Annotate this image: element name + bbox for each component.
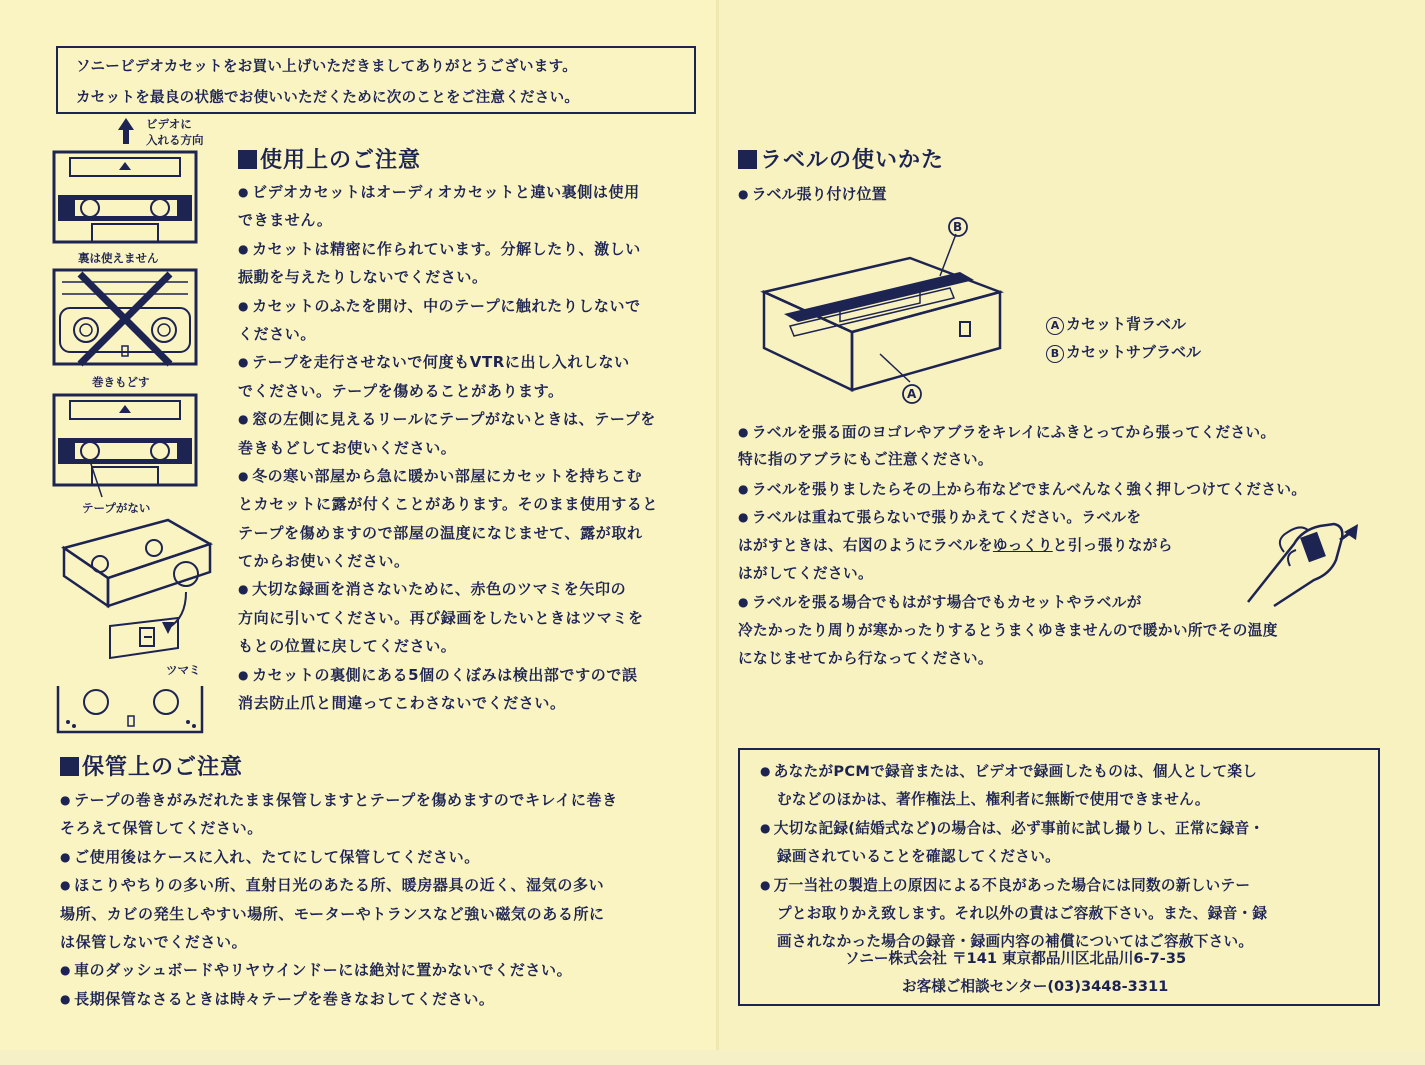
storage-line: ● 車のダッシュボードやリヤウインドーには絶対に置かないでください。 [60,956,618,984]
storage-line: 場所、カビの発生しやすい場所、モーターやトランスなど強い磁気のある所に [60,904,605,923]
label-line-part: と引っ張りながら [1052,536,1173,554]
customer-center: お客様ご相談センター(03)3448-3311 [902,978,1169,995]
usage-line: ● ビデオカセットはオーディオカセットと違い裏側は使用 [238,178,658,206]
label-subheading: ● ラベル張り付け位置 [738,183,887,204]
storage-line: ● テープの巻きがみだれたまま保管しますとテープを傷めますのでキレイに巻き [60,786,618,814]
marker-a-circle: A [1046,317,1064,335]
insert-direction-arrow-icon [116,118,136,148]
marker-b-circle: B [1046,345,1064,363]
rewind-label: 巻きもどす [92,375,150,389]
usage-line: てからお使いください。 [238,552,410,571]
storage-line: は保管しないでください。 [60,932,248,951]
storage-heading [60,750,243,781]
usage-line: 巻きもどしてお使いください。 [238,438,457,457]
cassette-rewind-illustration [52,393,200,489]
usage-line: ● カセットは精密に作られています。分解したり、激しい [238,235,658,263]
square-bullet-icon [738,150,757,169]
bottom-edge [0,1050,1425,1065]
intro-box [56,46,696,114]
cassette-front-illustration [52,150,200,246]
label-position-illustration [760,218,1010,408]
label-line: はがしてください。 [738,564,873,582]
label-line: 冷たかったり周りが寒かったりするとうまくゆきませんので暖かい所でその温度 [738,621,1278,639]
storage-line: そろえて保管してください。 [60,819,263,838]
label-line: 特に指のアブラにもご注意ください。 [738,451,993,469]
storage-text [60,786,618,1013]
no-tape-label: テープがない [82,501,151,515]
label-line-part: はがすときは、右図のようにラベルを [738,536,993,554]
usage-line: ● カセットのふたを開け、中のテープに触れたりしないで [238,292,658,320]
company-address: ソニー株式会社 〒141 東京都品川区北品川6-7-35 [845,950,1187,967]
usage-line: ● 冬の寒い部屋から急に暖かい部屋にカセットを持ちこむ [238,462,658,490]
usage-line: テープを傷めますので部屋の温度になじませて、露が取れ [238,523,643,542]
label-line [738,532,1306,560]
usage-text [238,178,658,717]
label-line: ● ラベルは重ねて張らないで張りかえてください。ラベルを [738,503,1306,531]
legend-a-text: カセット背ラベル [1066,315,1187,333]
usage-line: できません。 [238,211,333,230]
usage-line: ● 大切な録画を消さないために、赤色のツマミを矢印の [238,575,658,603]
usage-line: とカセットに露が付くことがあります。そのまま使用すると [238,495,659,514]
usage-heading [238,143,421,174]
slowly-underlined: ゆっくり [992,536,1053,554]
square-bullet-icon [238,150,257,169]
notice-line: ● あなたがPCMで録音または、ビデオで録画したものは、個人として楽し [760,758,1267,786]
label-title: ラベルの使いかた [760,148,945,173]
page-fold [716,0,719,1065]
insert-direction-label-2: 入れる方向 [146,133,204,147]
storage-line: ● ご使用後はケースに入れ、たてにして保管してください。 [60,843,618,871]
label-heading [738,143,944,174]
label-text [738,418,1306,674]
usage-line: 振動を与えたりしないでください。 [238,268,488,287]
usage-line: でください。テープを傷めることがあります。 [238,381,564,400]
notice-line: ● 万一当社の製造上の原因による不良があった場合には同数の新しいテー [760,872,1267,900]
usage-line: ● テープを走行させないで何度もVTRに出し入れしない [238,348,658,376]
insert-direction-label-1: ビデオに [146,117,192,131]
storage-line: ● ほこりやちりの多い所、直射日光のあたる所、暖房器具の近く、湿気の多い [60,871,618,899]
legend-b-text: カセットサブラベル [1066,343,1202,361]
usage-line: ● 窓の左側に見えるリールにテープがないときは、テープを [238,405,658,433]
legend-a [1046,313,1186,335]
label-line: ● ラベルを張る場合でもはがす場合でもカセットやラベルが [738,588,1306,616]
usage-line: もとの位置に戻してください。 [238,637,457,656]
tab-label: ツマミ [166,663,201,677]
storage-title: 保管上のご注意 [82,755,244,780]
notice-line: ● 大切な記録(結婚式など)の場合は、必ず事前に試し撮りし、正常に録音・ [760,815,1267,843]
legend-b [1046,341,1201,363]
label-line: ● ラベルを張りましたらその上から布などでまんべんなく強く押しつけてください。 [738,475,1306,503]
notice-line: むなどのほかは、著作権法上、権利者に無断で使用できません。 [777,791,1210,809]
storage-line: ● 長期保管なさるときは時々テープを巻きなおしてください。 [60,985,618,1013]
usage-line: ● カセットの裏側にある5個のくぼみは検出部ですので誤 [238,661,658,689]
usage-line: 消去防止爪と間違ってこわさないでください。 [238,694,566,713]
marker-a: A [907,387,917,401]
usage-line: ください。 [238,324,317,343]
notice-text [760,758,1267,957]
marker-b: B [953,220,963,234]
notice-line: プとお取りかえ致します。それ以外の責はご容赦下さい。また、録音・録 [777,904,1268,922]
label-line: になじませてから行なってください。 [738,650,993,668]
usage-line: 方向に引いてください。再び録画をしたいときはツマミを [238,608,644,627]
intro-line: カセットを最良の状態でお使いいただくために次のことをご注意ください。 [76,90,580,106]
label-line: ● ラベルを張る面のヨゴレやアブラをキレイにふきとってから張ってください。 [738,418,1306,446]
cassette-tab-illustration [58,518,218,668]
notice-line: 録画されていることを確認してください。 [777,848,1060,866]
square-bullet-icon [60,757,79,776]
notice-line: 画されなかった場合の録音・録画内容の補償についてはご容赦下さい。 [777,933,1254,951]
cassette-back-crossed-illustration [52,268,200,368]
cassette-bottom-illustration [56,686,206,734]
back-unusable-label: 裏は使えません [78,251,159,265]
intro-line: ソニービデオカセットをお買い上げいただきましてありがとうございます。 [76,59,578,75]
usage-title: 使用上のご注意 [260,148,422,173]
hand-peeling-label-illustration [1244,510,1374,610]
